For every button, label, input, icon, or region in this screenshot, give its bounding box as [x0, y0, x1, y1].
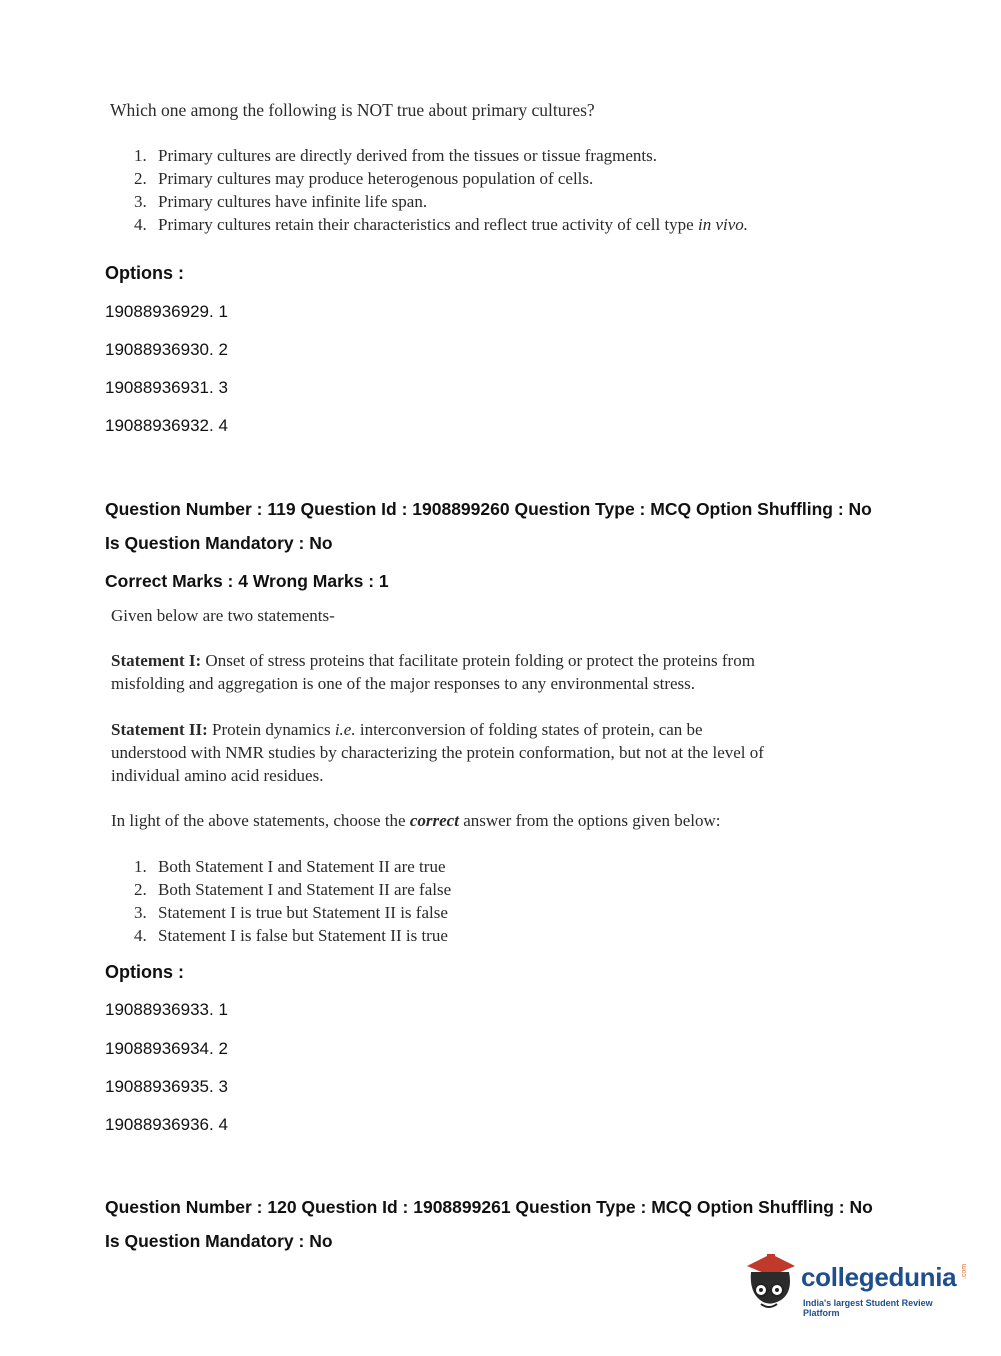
option-item: 19088936929. 1	[105, 302, 228, 321]
list-item: 3. Primary cultures have infinite life span.	[134, 192, 428, 211]
option-item: 19088936933. 1	[105, 1000, 228, 1019]
option-item: 19088936936. 4	[105, 1115, 228, 1134]
statement-2: Statement II: Protein dynamics i.e. interconversion of folding states of protein, can be understood with NMR studies by characterizing the protein conformation, but not at the level of individual amino acid residues.	[111, 720, 764, 785]
logo-com: .com	[961, 1263, 969, 1280]
question-mandatory: Is Question Mandatory : No	[105, 533, 333, 553]
option-item: 19088936932. 4	[105, 416, 228, 435]
instruction-line: In light of the above statements, choose the correct answer from the options given below:	[111, 811, 721, 830]
answer-choice-list	[134, 855, 451, 947]
options-heading: Options :	[105, 263, 184, 283]
question-meta: Question Number : 119 Question Id : 1908899260 Question Type : MCQ Option Shuffling : No	[105, 499, 872, 519]
list-item: 2. Both Statement I and Statement II are false	[134, 880, 452, 899]
question-stem: Which one among the following is NOT true about primary cultures?	[110, 100, 595, 120]
list-item: 4. Primary cultures retain their characteristics and reflect true activity of cell type in vivo.	[134, 215, 749, 234]
logo-wordmark: collegedunia	[801, 1262, 957, 1292]
answer-choice-list	[134, 144, 748, 236]
statement-1: Statement I: Onset of stress proteins that facilitate protein folding or protect the proteins from misfolding and aggregation is one of the major responses to any environmental stress.	[111, 651, 755, 693]
list-item: 4. Statement I is false but Statement II is true	[134, 926, 448, 945]
option-item: 19088936934. 2	[105, 1039, 228, 1058]
list-item: 2. Primary cultures may produce heterogenous population of cells.	[134, 169, 594, 188]
question-meta: Question Number : 120 Question Id : 1908899261 Question Type : MCQ Option Shuffling : No	[105, 1197, 873, 1217]
statement-intro: Given below are two statements-	[111, 606, 335, 625]
list-item: 1. Both Statement I and Statement II are true	[134, 857, 446, 876]
option-item: 19088936931. 3	[105, 378, 228, 397]
list-item: 1. Primary cultures are directly derived from the tissues or tissue fragments.	[134, 146, 657, 165]
question-mandatory: Is Question Mandatory : No	[105, 1231, 333, 1251]
option-item: 19088936930. 2	[105, 340, 228, 359]
options-heading: Options :	[105, 962, 184, 982]
collegedunia-logo	[741, 1250, 971, 1320]
option-item: 19088936935. 3	[105, 1077, 228, 1096]
marks-line: Correct Marks : 4 Wrong Marks : 1	[105, 571, 389, 591]
list-item: 3. Statement I is true but Statement II is false	[134, 903, 448, 922]
mascot-icon	[741, 1250, 801, 1312]
logo-tagline: India's largest Student Review Platform	[803, 1298, 933, 1318]
